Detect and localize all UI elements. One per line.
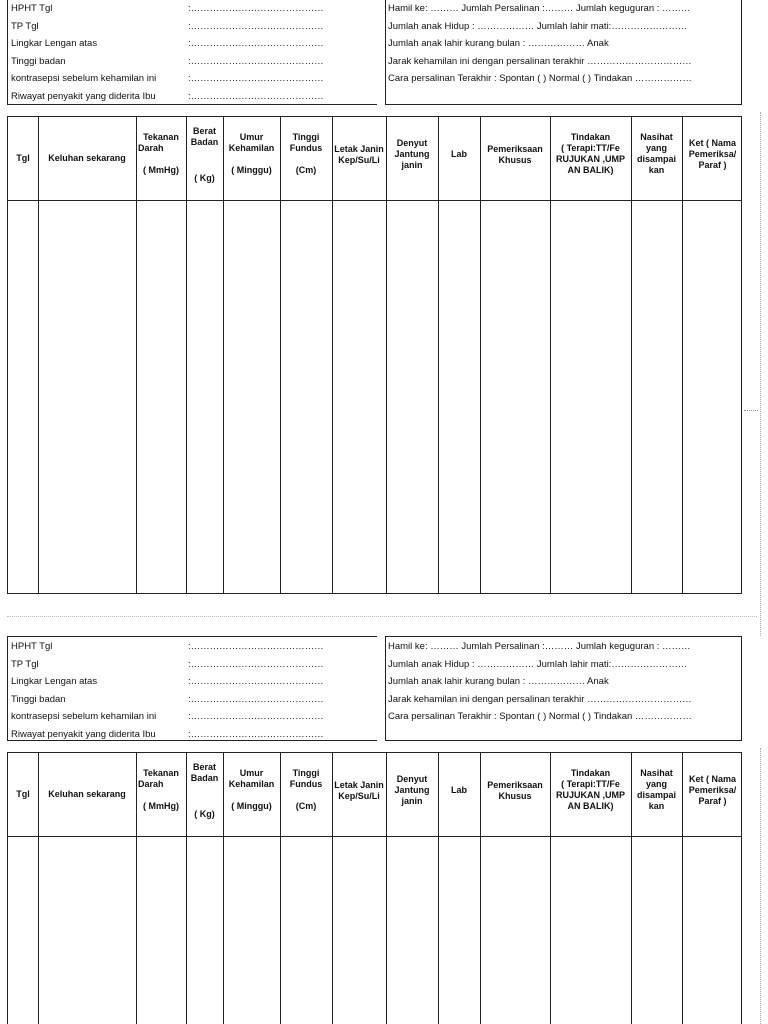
header-keluhan	[38, 753, 136, 836]
history-line[interactable]: Cara persalinan Terakhir : Spontan ( ) Normal ( ) Tindakan ………………	[388, 73, 692, 85]
header-text: ( Terapi:TT/Fe	[561, 779, 620, 789]
header-text: ( Terapi:TT/Fe	[561, 143, 620, 153]
header-text: yang	[645, 143, 667, 153]
header-text: Umur	[239, 768, 264, 778]
field-riwayat	[8, 726, 377, 744]
field-label: HPHT Tgl	[11, 3, 53, 14]
header-unit: ( Minggu)	[231, 801, 272, 811]
patient-info-left	[7, 636, 377, 741]
field-blank[interactable]: :……………………………………	[188, 641, 324, 652]
visit-table	[7, 116, 742, 594]
history-line[interactable]: Jumlah anak lahir kurang bulan : ……………… Anak	[388, 38, 609, 50]
header-text: janin	[401, 796, 423, 806]
field-label: kontrasepsi sebelum kehamilan ini	[11, 73, 157, 85]
patient-info-left	[7, 0, 377, 105]
header-lab	[438, 753, 480, 836]
field-tp	[8, 656, 377, 674]
header-text: disampai	[636, 154, 676, 164]
header-text: Tekanan	[143, 132, 179, 142]
field-label: kontrasepsi sebelum kehamilan ini	[11, 711, 157, 723]
header-umur-kehamilan	[223, 753, 280, 836]
header-text: Darah	[138, 779, 164, 789]
header-letak-janin	[332, 753, 386, 836]
header-text: Paraf )	[698, 160, 727, 170]
header-text: Tindakan	[570, 132, 611, 142]
header-text: Pemeriksa/	[688, 785, 737, 795]
header-text: Berat	[192, 126, 216, 136]
header-lab	[438, 117, 480, 200]
history-line[interactable]: Jumlah anak Hidup : ……………… Jumlah lahir mati:……………………	[388, 658, 688, 670]
field-blank[interactable]: :……………………………………	[188, 693, 324, 705]
field-blank[interactable]: :……………………………………	[188, 711, 324, 723]
header-text: Tindakan	[570, 768, 611, 778]
header-text: Lab	[450, 785, 467, 795]
header-text: Ket ( Nama	[688, 138, 736, 148]
header-tekanan-darah	[136, 117, 186, 200]
header-tekanan-darah	[136, 753, 186, 836]
header-text: Badan	[190, 137, 219, 147]
header-ket	[682, 753, 743, 836]
field-blank[interactable]: :……………………………………	[188, 73, 324, 85]
header-umur-kehamilan	[223, 117, 280, 200]
header-tgl	[8, 117, 38, 200]
header-text: Fundus	[289, 779, 323, 789]
field-label: Lingkar Lengan atas	[11, 38, 98, 50]
page-edge-line	[760, 748, 761, 1024]
header-pemeriksaan	[480, 117, 550, 200]
header-text: Tekanan	[143, 768, 179, 778]
header-unit: (Cm)	[295, 801, 317, 811]
header-text: AN BALIK)	[567, 165, 614, 175]
header-denyut-jantung	[386, 117, 438, 200]
header-text: Nasihat	[640, 132, 673, 142]
header-tindakan	[550, 753, 631, 836]
header-pemeriksaan	[480, 753, 550, 836]
history-line[interactable]: Jarak kehamilan ini dengan persalinan terakhir ……………………………	[388, 693, 692, 705]
field-lila	[8, 35, 377, 53]
history-line[interactable]: Hamil ke: ……… Jumlah Persalinan :……… Jumlah keguguran : ………	[388, 641, 691, 652]
header-nasihat	[631, 117, 682, 200]
field-label: Tinggi badan	[11, 693, 66, 705]
field-riwayat	[8, 88, 377, 106]
header-text: Darah	[138, 143, 164, 153]
header-text: Denyut	[396, 138, 428, 148]
header-text: kan	[648, 801, 665, 811]
header-text: Tinggi	[292, 132, 320, 142]
field-kontrasepsi	[8, 70, 377, 88]
header-text: Fundus	[289, 143, 323, 153]
header-text: AN BALIK)	[567, 801, 614, 811]
history-line[interactable]: Jarak kehamilan ini dengan persalinan terakhir ……………………………	[388, 55, 692, 67]
field-label: Riwayat penyakit yang diderita Ibu	[11, 90, 156, 102]
field-hpht	[8, 638, 377, 656]
header-text: RUJUKAN ,UMP	[555, 790, 625, 800]
header-text: Umur	[239, 132, 264, 142]
header-text: Khusus	[498, 155, 532, 165]
header-text: Tgl	[16, 153, 30, 163]
header-text: Pemeriksa/	[688, 149, 737, 159]
header-denyut-jantung	[386, 753, 438, 836]
header-unit: ( Minggu)	[231, 165, 272, 175]
field-tinggi-badan	[8, 53, 377, 71]
header-unit: ( Kg)	[194, 173, 215, 183]
header-text: janin	[401, 160, 423, 170]
field-blank[interactable]: :……………………………………	[188, 20, 324, 32]
header-text: Badan	[190, 773, 219, 783]
header-berat-badan	[186, 753, 223, 836]
header-text: Kep/Su/Li	[338, 155, 380, 165]
field-lila	[8, 673, 377, 691]
field-blank[interactable]: :……………………………………	[188, 90, 324, 102]
header-ket	[682, 117, 743, 200]
history-line[interactable]: Jumlah anak lahir kurang bulan : ……………… Anak	[388, 676, 609, 688]
header-tgl	[8, 753, 38, 836]
page-separator	[7, 616, 757, 617]
header-text: Ket ( Nama	[688, 774, 736, 784]
field-label: Tinggi badan	[11, 55, 66, 67]
field-label: TP Tgl	[11, 658, 39, 670]
field-blank[interactable]: :……………………………………	[188, 676, 324, 688]
obstetric-history-box	[385, 0, 742, 105]
header-text: Lab	[450, 149, 467, 159]
field-label: HPHT Tgl	[11, 641, 53, 652]
header-text: Kehamilan	[228, 143, 275, 153]
history-line[interactable]: Hamil ke: ……… Jumlah Persalinan :……… Jumlah keguguran : ………	[388, 3, 691, 14]
header-text: Jantung	[394, 785, 430, 795]
field-blank[interactable]: :……………………………………	[188, 3, 324, 14]
field-hpht	[8, 0, 377, 18]
header-text: yang	[645, 779, 667, 789]
header-unit: (Cm)	[295, 165, 317, 175]
header-text: Kep/Su/Li	[338, 791, 380, 801]
header-text: Tgl	[16, 789, 30, 799]
header-text: Kehamilan	[228, 779, 275, 789]
header-text: Jantung	[394, 149, 430, 159]
header-tinggi-fundus	[280, 117, 332, 200]
header-text: Letak Janin	[334, 780, 384, 790]
header-text: Tinggi	[292, 768, 320, 778]
field-tp	[8, 18, 377, 36]
history-line[interactable]: Cara persalinan Terakhir : Spontan ( ) Normal ( ) Tindakan ………………	[388, 711, 692, 723]
field-label: TP Tgl	[11, 20, 39, 32]
field-kontrasepsi	[8, 708, 377, 726]
field-tinggi-badan	[8, 691, 377, 709]
field-blank[interactable]: :……………………………………	[188, 55, 324, 67]
header-tinggi-fundus	[280, 753, 332, 836]
header-tindakan	[550, 117, 631, 200]
page-edge-marker	[744, 410, 758, 411]
header-unit: ( MmHg)	[143, 801, 179, 811]
header-text: Berat	[192, 762, 216, 772]
field-label: Riwayat penyakit yang diderita Ibu	[11, 728, 156, 740]
header-text: Denyut	[396, 774, 428, 784]
header-text: kan	[648, 165, 665, 175]
field-blank[interactable]: :……………………………………	[188, 658, 324, 670]
header-berat-badan	[186, 117, 223, 200]
header-text: Paraf )	[698, 796, 727, 806]
header-text: Pemeriksaan	[487, 780, 543, 790]
header-text: Khusus	[498, 791, 532, 801]
header-text: Pemeriksaan	[487, 144, 543, 154]
header-unit: ( MmHg)	[143, 165, 179, 175]
visit-table	[7, 752, 742, 1024]
header-text: disampai	[636, 790, 676, 800]
header-letak-janin	[332, 117, 386, 200]
obstetric-history-box	[385, 636, 742, 741]
header-text: Nasihat	[640, 768, 673, 778]
field-label: Lingkar Lengan atas	[11, 676, 98, 688]
header-keluhan	[38, 117, 136, 200]
header-text: RUJUKAN ,UMP	[555, 154, 625, 164]
field-blank[interactable]: :……………………………………	[188, 728, 324, 740]
field-blank[interactable]: :……………………………………	[188, 38, 324, 50]
header-nasihat	[631, 753, 682, 836]
header-unit: ( Kg)	[194, 809, 215, 819]
header-text: Letak Janin	[334, 144, 384, 154]
header-text: Keluhan sekarang	[48, 789, 126, 799]
page-edge-line	[760, 112, 761, 636]
history-line[interactable]: Jumlah anak Hidup : ……………… Jumlah lahir mati:……………………	[388, 20, 688, 32]
header-text: Keluhan sekarang	[48, 153, 126, 163]
